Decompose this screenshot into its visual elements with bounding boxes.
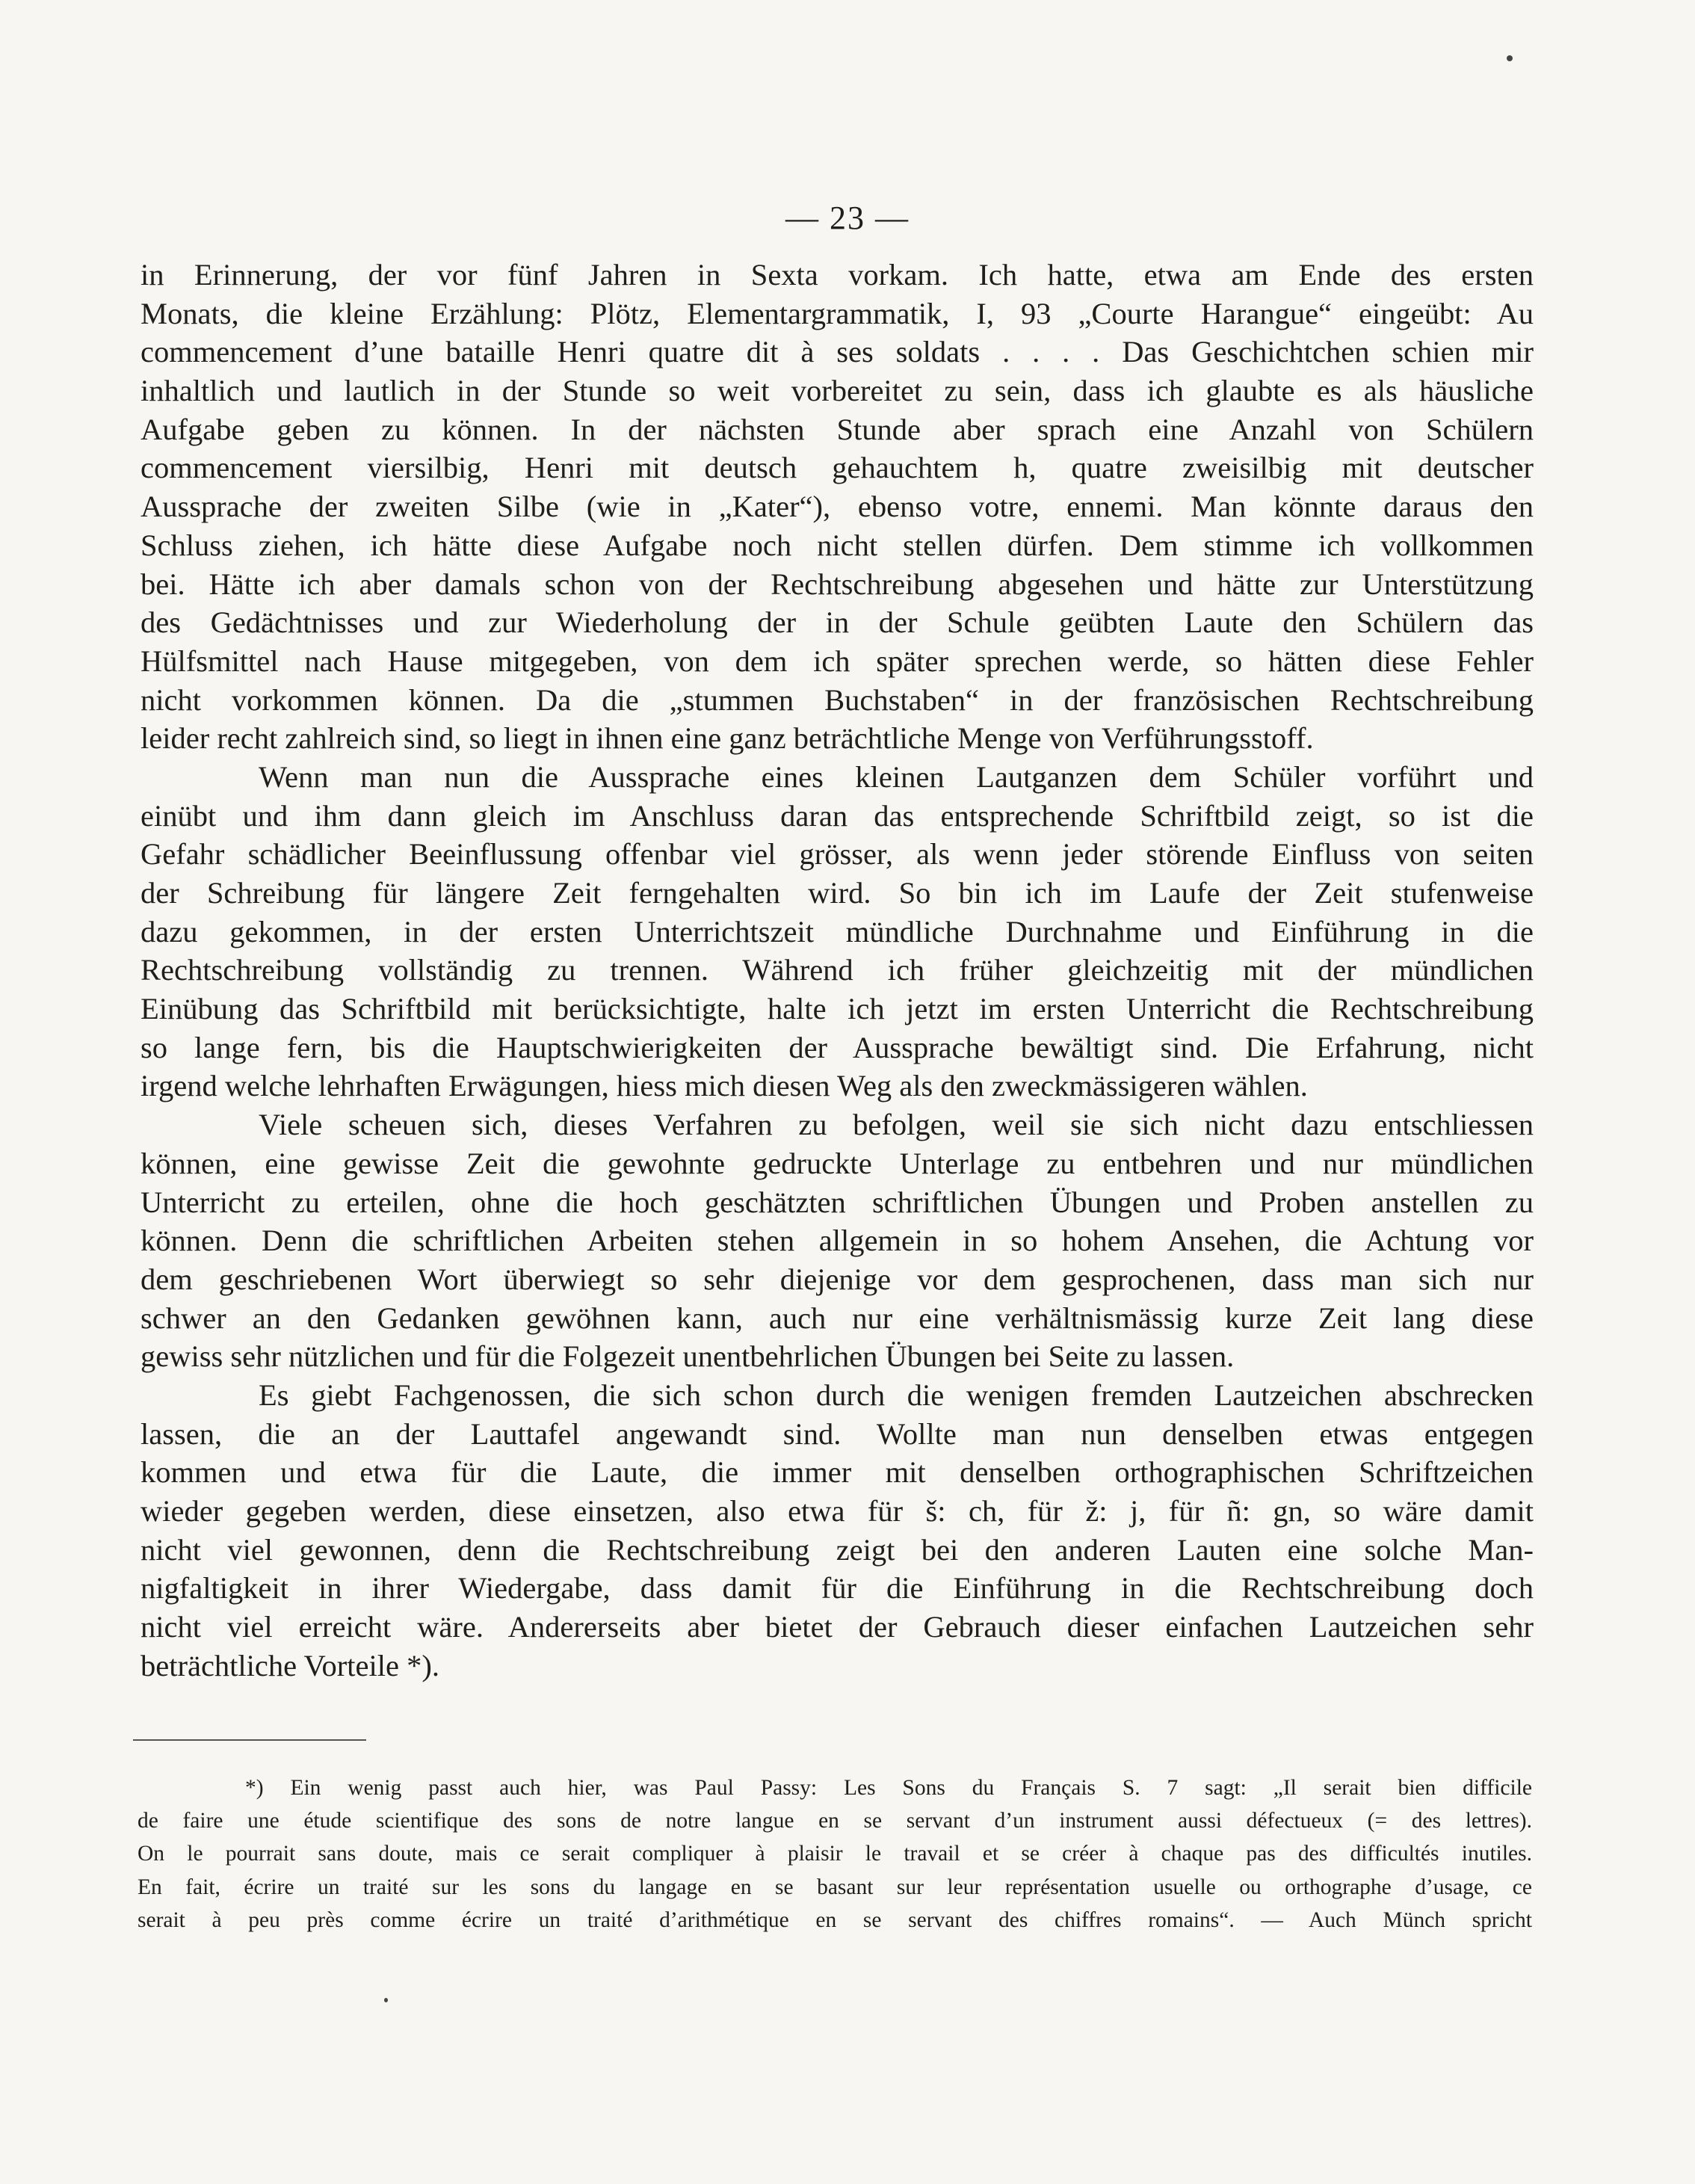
- text-line: können. Denn die schriftlichen Arbeiten stehen allgemein in so hohem Ansehen, die Achtung vor: [141, 1224, 1534, 1258]
- footnote: [138, 1771, 1532, 1937]
- text-line: so lange fern, bis die Hauptschwierigkeiten der Aussprache bewältigt sind. Die Erfahrung, nicht: [141, 1030, 1534, 1064]
- text-line: gewiss sehr nützlichen und für die Folgezeit unentbehrlichen Übungen bei Seite zu lassen.: [141, 1339, 1235, 1374]
- paragraph-first-line: Es giebt Fachgenossen, die sich schon durch die wenigen fremden Lautzeichen abschrecken: [259, 1378, 1534, 1412]
- text-line: commencement d’une bataille Henri quatre dit à ses soldats . . . . Das Geschichtchen schien mir: [141, 335, 1534, 369]
- paragraph-first-line: Viele scheuen sich, dieses Verfahren zu befolgen, weil sie sich nicht dazu entschliessen: [259, 1108, 1534, 1142]
- text-line: schwer an den Gedanken gewöhnen kann, auch nur eine verhältnismässig kurze Zeit lang diese: [141, 1301, 1534, 1335]
- text-line: bei. Hätte ich aber damals schon von der Rechtschreibung abgesehen und hätte zur Unterstützung: [141, 567, 1534, 601]
- text-line: Aufgabe geben zu können. In der nächsten Stunde aber sprach eine Anzahl von Schülern: [141, 412, 1534, 446]
- text-line: beträchtliche Vorteile *).: [141, 1648, 439, 1682]
- footnote-line: En fait, écrire un traité sur les sons du langage en se basant sur leur représentation usuelle ou orthographe d’usage, ce: [138, 1875, 1532, 1899]
- footnote-line: *) Ein wenig passt auch hier, was Paul Passy: Les Sons du Français S. 7 sagt: „Il serait bien difficile: [245, 1776, 1532, 1800]
- text-line: Monats, die kleine Erzählung: Plötz, Elementargrammatik, I, 93 „Courte Harangue“ eingeübt: Au: [141, 296, 1534, 330]
- text-line: dazu gekommen, in der ersten Unterrichtszeit mündliche Durchnahme und Einführung in die: [141, 914, 1534, 948]
- text-line: nicht viel erreicht wäre. Andererseits aber bietet der Gebrauch dieser einfachen Lautzeichen sehr: [141, 1610, 1534, 1644]
- text-line: Gefahr schädlicher Beeinflussung offenbar viel grösser, als wenn jeder störende Einfluss von seiten: [141, 837, 1534, 872]
- text-line: des Gedächtnisses und zur Wiederholung der in der Schule geübten Laute den Schülern das: [141, 605, 1534, 640]
- text-line: Aussprache der zweiten Silbe (wie in „Kater“), ebenso votre, ennemi. Man könnte daraus den: [141, 490, 1534, 524]
- text-line: in Erinnerung, der vor fünf Jahren in Sexta vorkam. Ich hatte, etwa am Ende des ersten: [141, 258, 1534, 291]
- text-line: Unterricht zu erteilen, ohne die hoch geschätzten schriftlichen Übungen und Proben anstellen zu: [141, 1185, 1534, 1219]
- paragraph-first-line: Wenn man nun die Aussprache eines kleinen Lautganzen dem Schüler vorführt und: [259, 759, 1534, 794]
- text-line: lassen, die an der Lauttafel angewandt sind. Wollte man nun denselben etwas entgegen: [141, 1416, 1534, 1451]
- text-line: nicht vorkommen können. Da die „stummen Buchstaben“ in der französischen Rechtschreibung: [141, 682, 1534, 717]
- page-number: — 23 —: [785, 200, 910, 236]
- text-line: inhaltlich und lautlich in der Stunde so weit vorbereitet zu sein, dass ich glaubte es als häusliche: [141, 374, 1534, 408]
- text-line: dem geschriebenen Wort überwiegt so sehr diejenige vor dem gesprochenen, dass man sich nur: [141, 1262, 1534, 1296]
- text-line: wieder gegeben werden, diese einsetzen, also etwa für š: ch, für ž: j, für ñ: gn, so wäre damit: [141, 1494, 1534, 1528]
- body-text: [141, 256, 1534, 1685]
- text-line: nicht viel gewonnen, denn die Rechtschreibung zeigt bei den anderen Lauten eine solche Man-: [141, 1532, 1534, 1567]
- text-line: Einübung das Schriftbild mit berücksichtigte, halte ich jetzt im ersten Unterricht die Rechtschreibung: [141, 992, 1534, 1026]
- text-line: der Schreibung für längere Zeit ferngehalten wird. So bin ich im Laufe der Zeit stufenweise: [141, 876, 1534, 910]
- text-line: Hülfsmittel nach Hause mitgegeben, von dem ich später sprechen werde, so hätten diese Fehler: [141, 644, 1534, 678]
- text-line: kommen und etwa für die Laute, die immer mit denselben orthographischen Schriftzeichen: [141, 1455, 1534, 1490]
- paper-speck: [384, 1998, 388, 2002]
- footnote-line: de faire une étude scientifique des sons de notre langue en se servant d’un instrument aussi défectueux (= des lettres).: [138, 1809, 1532, 1833]
- text-line: können, eine gewisse Zeit die gewohnte gedruckte Unterlage zu entbehren und nur mündlichen: [141, 1146, 1534, 1180]
- text-line: nigfaltigkeit in ihrer Wiedergabe, dass damit für die Einführung in die Rechtschreibung doch: [141, 1571, 1534, 1605]
- footnote-line: serait à peu près comme écrire un traité d’arithmétique en se servant des chiffres romains“. — Auch Münch spricht: [138, 1907, 1532, 1932]
- text-line: commencement viersilbig, Henri mit deutsch gehauchtem h, quatre zweisilbig mit deutscher: [141, 451, 1534, 485]
- paper-speck: [1507, 55, 1513, 61]
- footnote-divider: [133, 1739, 366, 1741]
- text-line: Schluss ziehen, ich hätte diese Aufgabe noch nicht stellen dürfen. Dem stimme ich vollkommen: [141, 528, 1534, 562]
- text-line: einübt und ihm dann gleich im Anschluss daran das entsprechende Schriftbild zeigt, so ist die: [141, 798, 1534, 833]
- text-line: irgend welche lehrhaften Erwägungen, hiess mich diesen Weg als den zweckmässigeren wählen.: [141, 1069, 1308, 1103]
- footnote-line: On le pourrait sans doute, mais ce serait compliquer à plaisir le travail et se créer à chaque pas des difficultés inutiles.: [138, 1842, 1532, 1866]
- text-line: leider recht zahlreich sind, so liegt in ihnen eine ganz beträchtliche Menge von Verführungsstoff.: [141, 721, 1314, 756]
- text-line: Rechtschreibung vollständig zu trennen. Während ich früher gleichzeitig mit der mündlichen: [141, 953, 1534, 987]
